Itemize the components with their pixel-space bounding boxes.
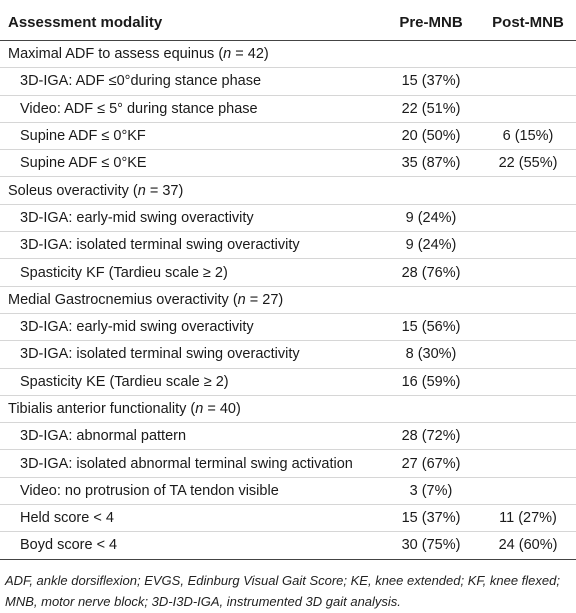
row-label: Tibialis anterior functionality (n = 40) bbox=[0, 395, 382, 422]
post-mnb-cell bbox=[480, 68, 576, 95]
row-label: 3D-IGA: isolated terminal swing overactivity bbox=[0, 341, 382, 368]
table-row bbox=[0, 259, 576, 286]
table-header-row bbox=[0, 4, 576, 41]
post-mnb-cell: 11 (27%) bbox=[480, 505, 576, 532]
header-post-mnb: Post-MNB bbox=[480, 4, 576, 41]
row-label: 3D-IGA: abnormal pattern bbox=[0, 423, 382, 450]
pre-mnb-cell: 22 (51%) bbox=[382, 95, 480, 122]
row-label: Medial Gastrocnemius overactivity (n = 27) bbox=[0, 286, 382, 313]
pre-mnb-cell bbox=[382, 41, 480, 68]
table-row bbox=[0, 204, 576, 231]
post-mnb-cell bbox=[480, 177, 576, 204]
table-row bbox=[0, 505, 576, 532]
table-row bbox=[0, 95, 576, 122]
row-label: Video: no protrusion of TA tendon visible bbox=[0, 477, 382, 504]
post-mnb-cell bbox=[480, 423, 576, 450]
post-mnb-cell bbox=[480, 286, 576, 313]
pre-mnb-cell bbox=[382, 286, 480, 313]
post-mnb-cell bbox=[480, 232, 576, 259]
post-mnb-cell: 24 (60%) bbox=[480, 532, 576, 559]
header-pre-mnb: Pre-MNB bbox=[382, 4, 480, 41]
pre-mnb-cell: 27 (67%) bbox=[382, 450, 480, 477]
row-label: Supine ADF ≤ 0°KE bbox=[0, 150, 382, 177]
row-label: 3D-IGA: isolated abnormal terminal swing activation bbox=[0, 450, 382, 477]
pre-mnb-cell: 20 (50%) bbox=[382, 122, 480, 149]
section-row bbox=[0, 41, 576, 68]
pre-mnb-cell: 15 (37%) bbox=[382, 68, 480, 95]
table-row bbox=[0, 341, 576, 368]
row-label: Spasticity KE (Tardieu scale ≥ 2) bbox=[0, 368, 382, 395]
row-label: Spasticity KF (Tardieu scale ≥ 2) bbox=[0, 259, 382, 286]
pre-mnb-cell: 9 (24%) bbox=[382, 204, 480, 231]
row-label: 3D-IGA: early-mid swing overactivity bbox=[0, 204, 382, 231]
post-mnb-cell bbox=[480, 41, 576, 68]
post-mnb-cell: 22 (55%) bbox=[480, 150, 576, 177]
post-mnb-cell bbox=[480, 368, 576, 395]
post-mnb-cell bbox=[480, 313, 576, 340]
table-row bbox=[0, 532, 576, 559]
row-label: 3D-IGA: isolated terminal swing overactivity bbox=[0, 232, 382, 259]
post-mnb-cell: 6 (15%) bbox=[480, 122, 576, 149]
post-mnb-cell bbox=[480, 477, 576, 504]
row-label: Maximal ADF to assess equinus (n = 42) bbox=[0, 41, 382, 68]
row-label: Video: ADF ≤ 5° during stance phase bbox=[0, 95, 382, 122]
table-body bbox=[0, 41, 576, 560]
pre-mnb-cell: 28 (72%) bbox=[382, 423, 480, 450]
header-assessment-modality: Assessment modality bbox=[0, 4, 382, 41]
table-row bbox=[0, 150, 576, 177]
section-row bbox=[0, 177, 576, 204]
table-row bbox=[0, 313, 576, 340]
pre-mnb-cell: 16 (59%) bbox=[382, 368, 480, 395]
pre-mnb-cell: 30 (75%) bbox=[382, 532, 480, 559]
pre-mnb-cell: 35 (87%) bbox=[382, 150, 480, 177]
pre-mnb-cell bbox=[382, 395, 480, 422]
table-row bbox=[0, 423, 576, 450]
table-row bbox=[0, 368, 576, 395]
pre-mnb-cell: 28 (76%) bbox=[382, 259, 480, 286]
post-mnb-cell bbox=[480, 341, 576, 368]
table-row bbox=[0, 450, 576, 477]
post-mnb-cell bbox=[480, 204, 576, 231]
row-label: Boyd score < 4 bbox=[0, 532, 382, 559]
row-label: Supine ADF ≤ 0°KF bbox=[0, 122, 382, 149]
assessment-table bbox=[0, 4, 576, 560]
pre-mnb-cell: 3 (7%) bbox=[382, 477, 480, 504]
row-label: 3D-IGA: ADF ≤0°during stance phase bbox=[0, 68, 382, 95]
post-mnb-cell bbox=[480, 259, 576, 286]
pre-mnb-cell: 8 (30%) bbox=[382, 341, 480, 368]
table-row bbox=[0, 122, 576, 149]
row-label: 3D-IGA: early-mid swing overactivity bbox=[0, 313, 382, 340]
table-row bbox=[0, 477, 576, 504]
pre-mnb-cell: 15 (37%) bbox=[382, 505, 480, 532]
pre-mnb-cell: 9 (24%) bbox=[382, 232, 480, 259]
section-row bbox=[0, 286, 576, 313]
table-row bbox=[0, 232, 576, 259]
post-mnb-cell bbox=[480, 395, 576, 422]
row-label: Held score < 4 bbox=[0, 505, 382, 532]
table-footnote: ADF, ankle dorsiflexion; EVGS, Edinburg Visual Gait Score; KE, knee extended; KF, knee flexed; MNB, motor nerve block; 3D-I3D-IGA, instrumented 3D gait analysis. bbox=[5, 573, 560, 609]
post-mnb-cell bbox=[480, 95, 576, 122]
post-mnb-cell bbox=[480, 450, 576, 477]
section-row bbox=[0, 395, 576, 422]
table-row bbox=[0, 68, 576, 95]
row-label: Soleus overactivity (n = 37) bbox=[0, 177, 382, 204]
pre-mnb-cell bbox=[382, 177, 480, 204]
pre-mnb-cell: 15 (56%) bbox=[382, 313, 480, 340]
